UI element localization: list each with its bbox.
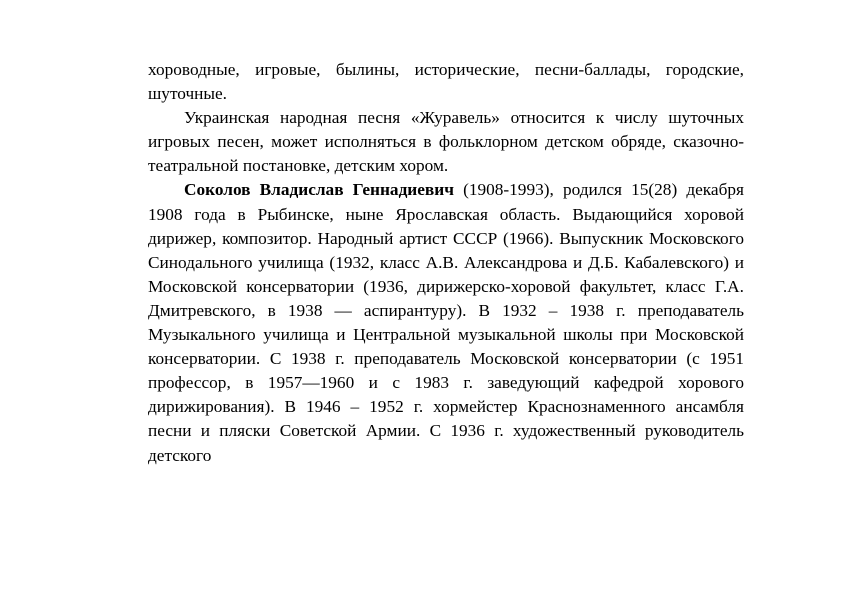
paragraph-zhuravel-text: Украинская народная песня «Журавель» относится к числу шуточных игровых песен, может исполняться в фольклорном детском обряде, сказочно-театральной постановке, детским хором.	[148, 108, 744, 176]
paragraph-zhuravel	[148, 106, 744, 178]
paragraph-genres-text: хороводные, игровые, былины, исторические, песни-баллады, городские, шуточные.	[148, 60, 744, 104]
text-body	[148, 58, 744, 468]
paragraph-sokolov-bio	[148, 178, 744, 467]
paragraph-sokolov-text: (1908-1993), родился 15(28) декабря 1908 года в Рыбинске, ныне Ярославская область. Выдающийся хоровой дирижер, композитор. Народный артист СССР (1966). Выпускник Московского Синодального училища (1932, класс А.В. Александрова и Д.Б. Кабалевского) и Московской консерватории (1936, дирижерско-хоровой факультет, класс Г.А. Дмитревского, в 1938 — аспирантуру). В 1932 – 1938 г. преподаватель Музыкального училища и Центральной музыкальной школы при Московской консерватории. С 1938 г. преподаватель Московской консерватории (с 1951 профессор, в 1957—1960 и с 1983 г. заведующий кафедрой хорового дирижирования). В 1946 – 1952 г. хормейстер Краснознаменного ансамбля песни и пляски Советской Армии. С 1936 г. художественный руководитель детского	[148, 180, 744, 465]
paragraph-genres	[148, 58, 744, 106]
person-name: Соколов Владислав Геннадиевич	[184, 180, 454, 200]
